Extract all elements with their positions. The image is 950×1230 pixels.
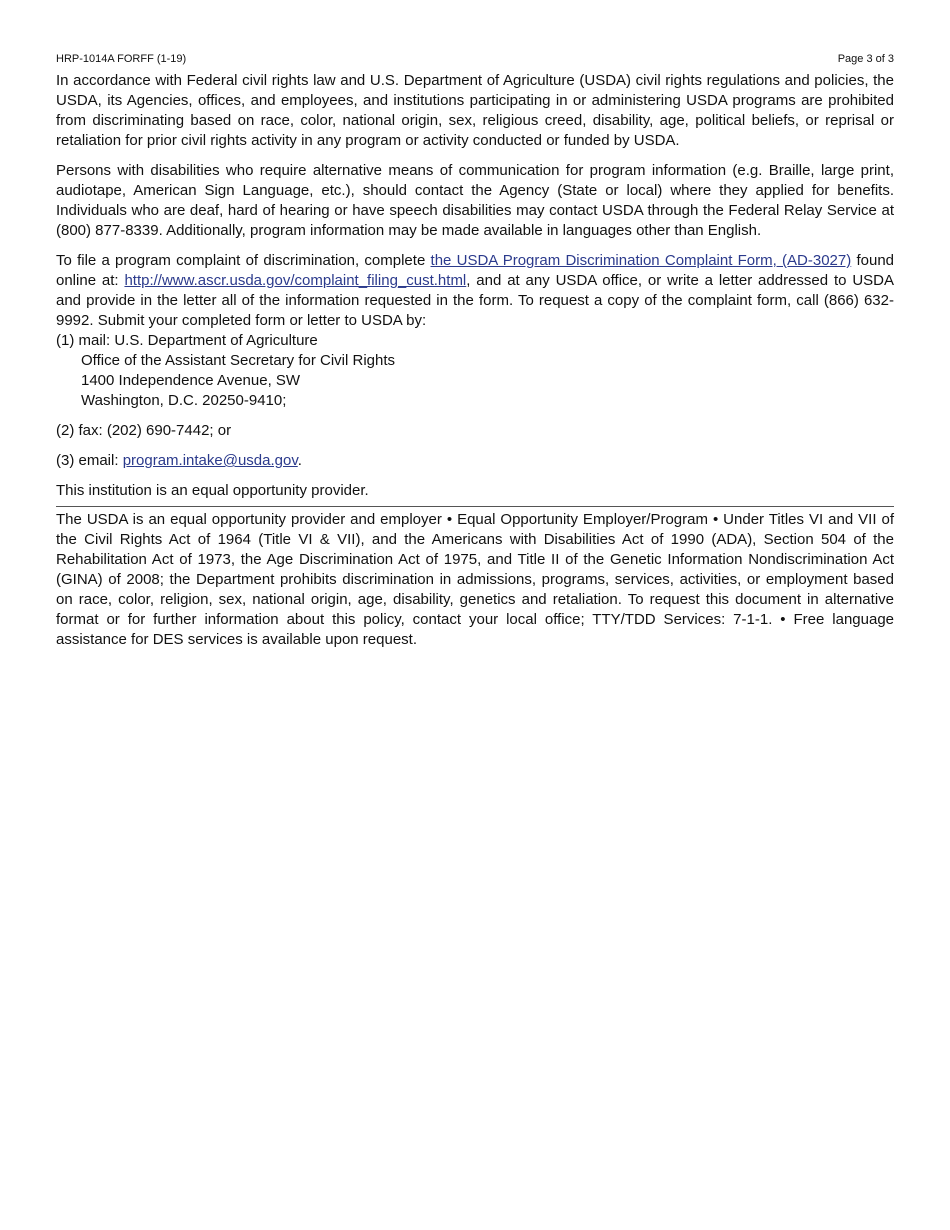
email-prefix: (3) email:	[56, 452, 123, 469]
civil-rights-paragraph: In accordance with Federal civil rights law and U.S. Department of Agriculture (USDA) civil rights regulations and policies, the USDA, its Agencies, offices, and employees, and institutions participating in or administering USDA programs are prohibited from discriminating based on race, color, national origin, sex, religious creed, disability, age, political beliefs, or reprisal or retaliation for prior civil rights activity in any program or activity conducted or funded by USDA.	[56, 72, 894, 149]
page-header	[56, 51, 894, 68]
complaint-paragraph	[56, 251, 894, 331]
document-page	[56, 51, 894, 650]
complaint-form-link[interactable]: the USDA Program Discrimination Complaint Form, (AD-3027)	[430, 252, 852, 269]
disabilities-paragraph: Persons with disabilities who require alternative means of communication for program information (e.g. Braille, large print, audiotape, American Sign Language, etc.), should contact the Agency (State or local) where they applied for benefits. Individuals who are deaf, hard of hearing or have speech disabilities may contact USDA through the Federal Relay Service at (800) 877-8339. Additionally, program information may be made available in languages other than English.	[56, 162, 894, 239]
footer-paragraph: The USDA is an equal opportunity provider and employer • Equal Opportunity Employer/Program • Under Titles VI and VII of the Civil Rights Act of 1964 (Title VI & VII), and the Americans with Disabilities Act of 1990 (ADA), Section 504 of the Rehabilitation Act of 1973, the Age Discrimination Act of 1975, and Title II of the Genetic Information Nondiscrimination Act (GINA) of 2008; the Department prohibits discrimination in admissions, programs, services, activities, or employment based on race, color, religion, sex, national origin, age, disability, genetics and retaliation. To request this document in alternative format or for further information about this policy, contact your local office; TTY/TDD Services: 7-1-1. • Free language assistance for DES services is available upon request.	[56, 511, 894, 648]
email-line	[56, 451, 894, 471]
form-id: HRP-1014A FORFF (1-19)	[56, 53, 187, 65]
page-number: Page 3 of 3	[837, 53, 894, 65]
fax-line: (2) fax: (202) 690-7442; or	[56, 422, 232, 439]
equal-opportunity-statement: This institution is an equal opportunity provider.	[56, 482, 369, 499]
mail-line-4: Washington, D.C. 20250-9410;	[81, 392, 287, 409]
complaint-rest: , and at any USDA office, or write a letter addressed to USDA and provide in the letter all of the information requested in the form. To request a copy of the complaint form, call (866) 632-9992. Submit your completed form or letter to USDA by:	[56, 272, 894, 329]
divider-line	[56, 506, 894, 507]
email-link[interactable]: program.intake@usda.gov	[122, 452, 298, 469]
complaint-intro: To file a program complaint of discrimination, complete	[56, 252, 431, 269]
mail-line-1: (1) mail: U.S. Department of Agriculture	[56, 332, 318, 349]
found-online-text: found online at:	[56, 252, 895, 289]
complaint-url-link[interactable]: http://www.ascr.usda.gov/complaint_filing_cust.html	[124, 272, 467, 289]
mail-address-block	[56, 331, 894, 411]
mail-line-2: Office of the Assistant Secretary for Civil Rights	[81, 352, 396, 369]
email-suffix: .	[297, 452, 302, 469]
mail-line-3: 1400 Independence Avenue, SW	[81, 372, 301, 389]
